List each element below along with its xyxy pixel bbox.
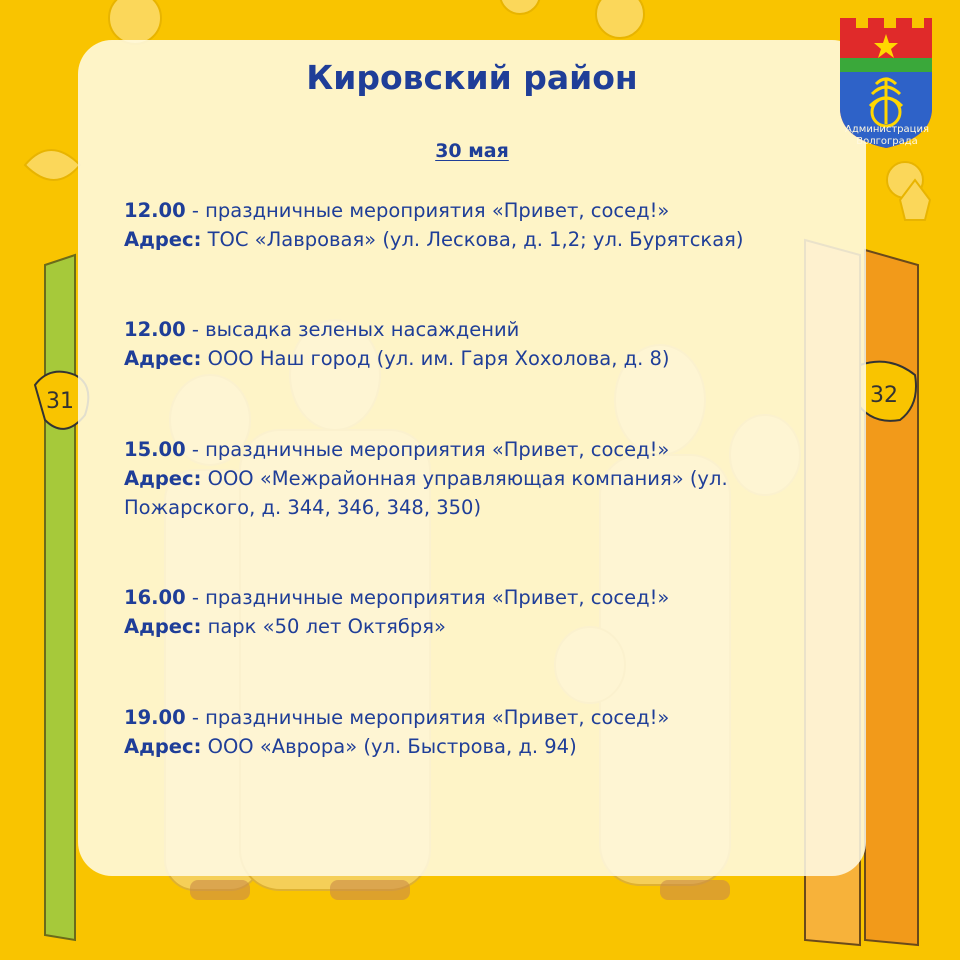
address-label: Адрес: xyxy=(124,228,202,251)
event-item xyxy=(124,196,814,254)
address-label: Адрес: xyxy=(124,467,202,490)
event-line xyxy=(124,583,814,612)
logo-caption-line2: Волгограда xyxy=(856,136,918,147)
event-address xyxy=(124,225,814,254)
event-description: - праздничные мероприятия «Привет, сосед!» xyxy=(185,586,670,609)
event-address xyxy=(124,612,814,641)
event-date: 30 мая xyxy=(435,140,509,162)
event-description: - высадка зеленых насаждений xyxy=(185,318,520,341)
address-value: ООО Наш город (ул. им. Гаря Хохолова, д. 8) xyxy=(207,347,670,370)
address-value: ООО «Аврора» (ул. Быстрова, д. 94) xyxy=(207,735,577,758)
event-line xyxy=(124,435,814,464)
event-item xyxy=(124,435,814,522)
event-address xyxy=(124,464,814,522)
address-label: Адрес: xyxy=(124,615,202,638)
event-description: - праздничные мероприятия «Привет, сосед!» xyxy=(185,199,670,222)
event-description: - праздничные мероприятия «Привет, сосед!» xyxy=(185,706,670,729)
event-item xyxy=(124,315,814,373)
door-number-left: 31 xyxy=(46,389,74,414)
event-line xyxy=(124,315,814,344)
address-value: парк «50 лет Октября» xyxy=(207,615,446,638)
event-line xyxy=(124,703,814,732)
event-address xyxy=(124,344,814,373)
address-value: ТОС «Лавровая» (ул. Лескова, д. 1,2; ул. Бурятская) xyxy=(207,228,744,251)
event-time: 15.00 xyxy=(124,438,186,461)
event-address xyxy=(124,732,814,761)
event-time: 12.00 xyxy=(124,199,186,222)
address-label: Адрес: xyxy=(124,347,202,370)
event-line xyxy=(124,196,814,225)
event-time: 19.00 xyxy=(124,706,186,729)
event-time: 12.00 xyxy=(124,318,186,341)
event-item xyxy=(124,583,814,641)
event-description: - праздничные мероприятия «Привет, сосед!» xyxy=(185,438,670,461)
event-time: 16.00 xyxy=(124,586,186,609)
address-label: Адрес: xyxy=(124,735,202,758)
logo-caption-line1: Администрация xyxy=(845,124,929,135)
address-value: ООО «Межрайонная управляющая компания» (ул. Пожарского, д. 344, 346, 348, 350) xyxy=(124,467,728,519)
page-title: Кировский район xyxy=(306,58,638,97)
door-number-right: 32 xyxy=(870,383,898,408)
event-item xyxy=(124,703,814,761)
